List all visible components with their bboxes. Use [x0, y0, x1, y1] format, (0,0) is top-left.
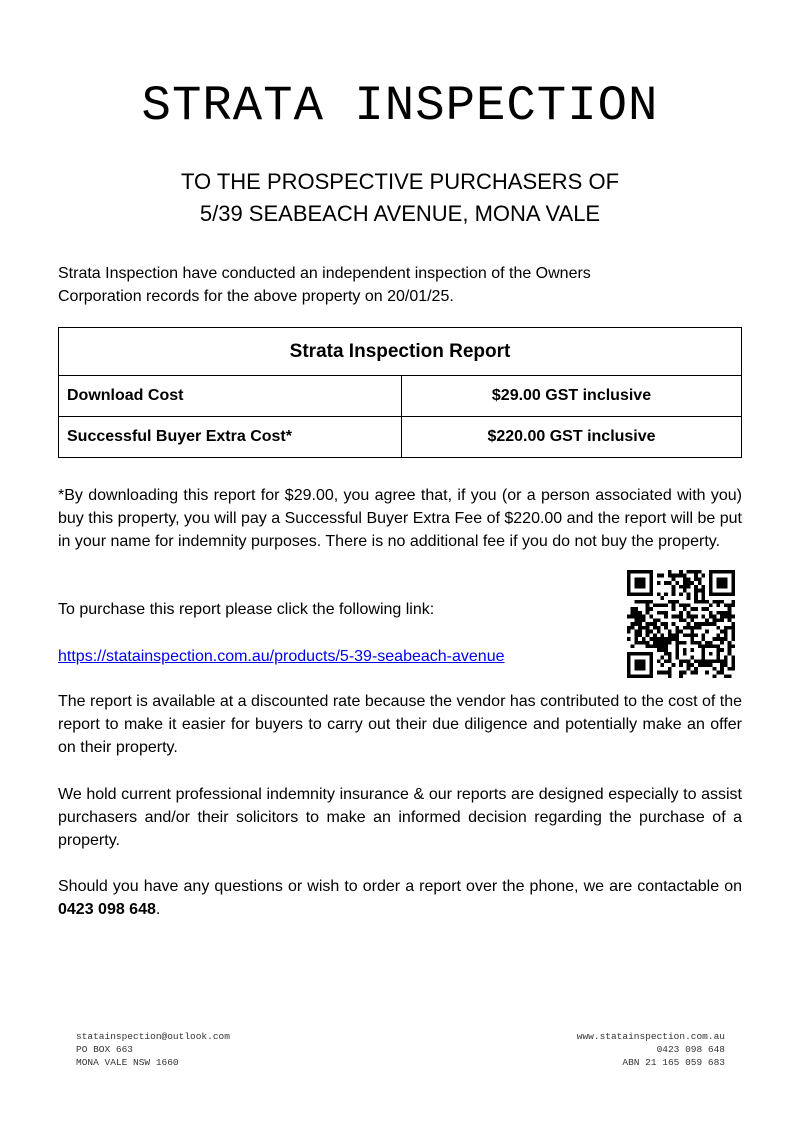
contact-paragraph	[58, 875, 742, 921]
purchase-link[interactable]: https://statainspection.com.au/products/5-39-seabeach-avenue	[58, 648, 505, 665]
intro-line-1: Strata Inspection have conducted an independent inspection of the Owners	[58, 265, 591, 282]
subtitle	[0, 166, 800, 230]
purchase-instructions: To purchase this report please click the following link:	[58, 601, 435, 618]
table-row	[59, 376, 742, 417]
footer-po-box: PO BOX 663	[76, 1044, 134, 1055]
subtitle-line-2: 5/39 SEABEACH AVENUE, MONA VALE	[199, 201, 601, 226]
buyer-extra-cost-value: $220.00 GST inclusive	[402, 417, 742, 458]
discount-paragraph: The report is available at a discounted rate because the vendor has contributed to the cost of the report to make it easier for buyers to carry out their due diligence and potentially make an offer on their property.	[58, 693, 742, 756]
table-header-row	[59, 328, 742, 376]
footer-address: MONA VALE NSW 1660	[76, 1057, 179, 1068]
footer-website: www.statainspection.com.au	[576, 1031, 725, 1042]
footer-phone: 0423 098 648	[656, 1044, 725, 1055]
contact-text: Should you have any questions or wish to order a report over the phone, we are contactable on	[58, 878, 742, 895]
contact-end: .	[155, 901, 161, 918]
table-row	[59, 417, 742, 458]
footer-left	[76, 1030, 230, 1069]
intro-paragraph	[58, 262, 742, 308]
buyer-extra-cost-label: Successful Buyer Extra Cost*	[59, 417, 402, 458]
table-heading: Strata Inspection Report	[59, 328, 742, 376]
footer-abn: ABN 21 165 059 683	[622, 1057, 725, 1068]
download-cost-label: Download Cost	[59, 376, 402, 417]
page-title: STRATA INSPECTION	[141, 78, 659, 134]
report-cost-table	[58, 327, 742, 458]
footer-email: statainspection@outlook.com	[76, 1031, 230, 1042]
intro-line-2: Corporation records for the above property on 20/01/25.	[58, 288, 454, 305]
qr-code-icon[interactable]	[627, 570, 735, 678]
download-cost-value: $29.00 GST inclusive	[402, 376, 742, 417]
insurance-paragraph: We hold current professional indemnity insurance & our reports are designed especially to assist purchasers and/or their solicitors to make an informed decision regarding the purchase of a property.	[58, 786, 742, 849]
footer-right	[577, 1030, 725, 1069]
subtitle-line-1: TO THE PROSPECTIVE PURCHASERS OF	[180, 169, 620, 194]
terms-paragraph: *By downloading this report for $29.00, you agree that, if you (or a person associated with you) buy this property, you will pay a Successful Buyer Extra Fee of $220.00 and the report will be put in your name for indemnity purposes. There is no additional fee if you do not buy the property.	[58, 487, 742, 550]
contact-phone: 0423 098 648	[58, 901, 156, 918]
